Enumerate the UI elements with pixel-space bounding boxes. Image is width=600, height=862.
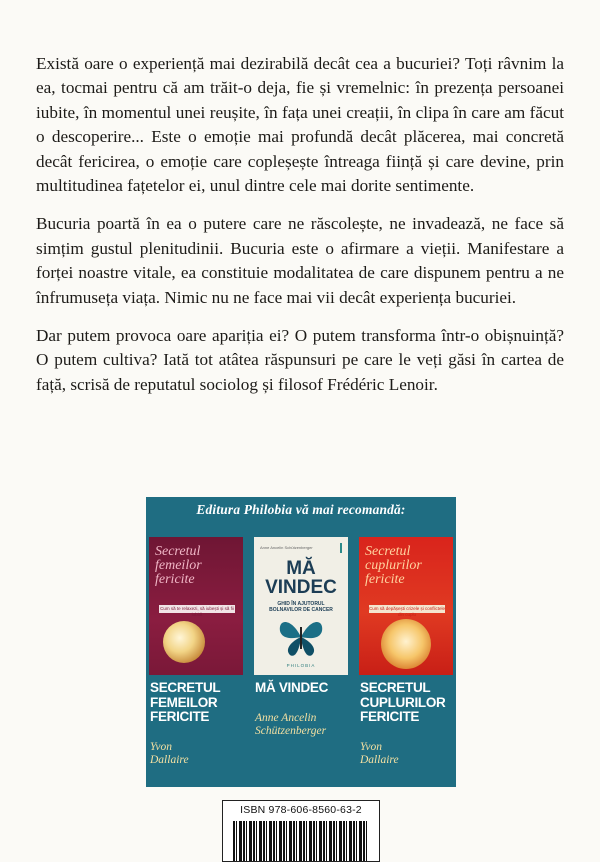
cover-author: Anne Ancelin Schützenberger [260, 545, 313, 550]
cover-illustration [163, 621, 205, 663]
paragraph-1: Există oare o experiență mai dezirabilă decât cea a bucuriei? Toți râvnim la ea, tocmai pentru că am trăit-o deja, fie și vremelnic: în prezența persoanei iubite, în momentul unei reușite, în fața unei creații, în clipa în care am făcut o descoperire... Este o emoție mai profundă decât plăcerea, mai concretă decât fericirea, o emoție care copleșește întreaga ființă și care devine, prin multitudinea fațetelor ei, unul dintre cele mai dorite sentimente. [36, 54, 564, 196]
book-author: Yvon Dallaire [150, 741, 189, 766]
book-title: SECRETUL FEMEILOR FERICITE [150, 680, 221, 724]
cover-subtitle: Cum să depășești crizele și conflictele din cuplu [368, 606, 446, 617]
cover-title: Secretul femeilor fericite [155, 544, 202, 587]
book-author: Anne Ancelin Schützenberger [255, 712, 327, 737]
recommendations-header: Editura Philobia vă mai recomandă: [196, 502, 406, 517]
cover-illustration [381, 619, 431, 669]
paragraph-2: Bucuria poartă în ea o putere care ne răscolește, ne invadează, ne face să simțim gustul plenitudinii. Bucuria este o afirmare a vieții. Manifestare a forței noastre vitale, ea constituie modalitatea de care dispunem pentru a ne înfrumuseța viața. Nimic nu ne face mai vii decât experiența bucuriei. [36, 214, 564, 307]
book-ma-vindec [251, 529, 351, 781]
book-cover-image [359, 537, 453, 675]
isbn-number: ISBN 978-606-8560-63-2 [240, 804, 362, 816]
cover-subtitle: GHID ÎN AJUTORUL BOLNAVILOR DE CANCER [269, 601, 333, 613]
back-cover-text [36, 52, 564, 411]
book-cover-image [254, 537, 348, 675]
cover-title: Secretul cuplurilor fericite [365, 544, 422, 587]
cover-publisher: PHILOBIA [286, 663, 316, 668]
book-secretul-cuplurilor-fericite [356, 529, 456, 781]
butterfly-icon [276, 615, 326, 659]
recommendations-panel [146, 497, 456, 787]
book-title: SECRETUL CUPLURILOR FERICITE [360, 680, 446, 724]
book-author: Yvon Dallaire [360, 741, 399, 766]
isbn-barcode-box [222, 800, 380, 862]
book-title: MĂ VINDEC [255, 680, 329, 695]
cover-title: MĂ VINDEC [265, 558, 337, 598]
cover-subtitle: Cum să te relaxezi, să iubești și să fii iubită [160, 606, 234, 617]
paragraph-3: Dar putem provoca oare apariția ei? O putem transforma într-o obișnuință? O putem cultiva? Iată tot atâtea răspunsuri pe care le veți găsi în cartea de față, scrisă de reputatul sociolog și filosof Frédéric Lenoir. [36, 326, 564, 394]
book-secretul-femeilor-fericite [146, 529, 246, 781]
barcode-icon [233, 821, 369, 861]
cover-mark [340, 543, 342, 553]
book-cover-image [149, 537, 243, 675]
